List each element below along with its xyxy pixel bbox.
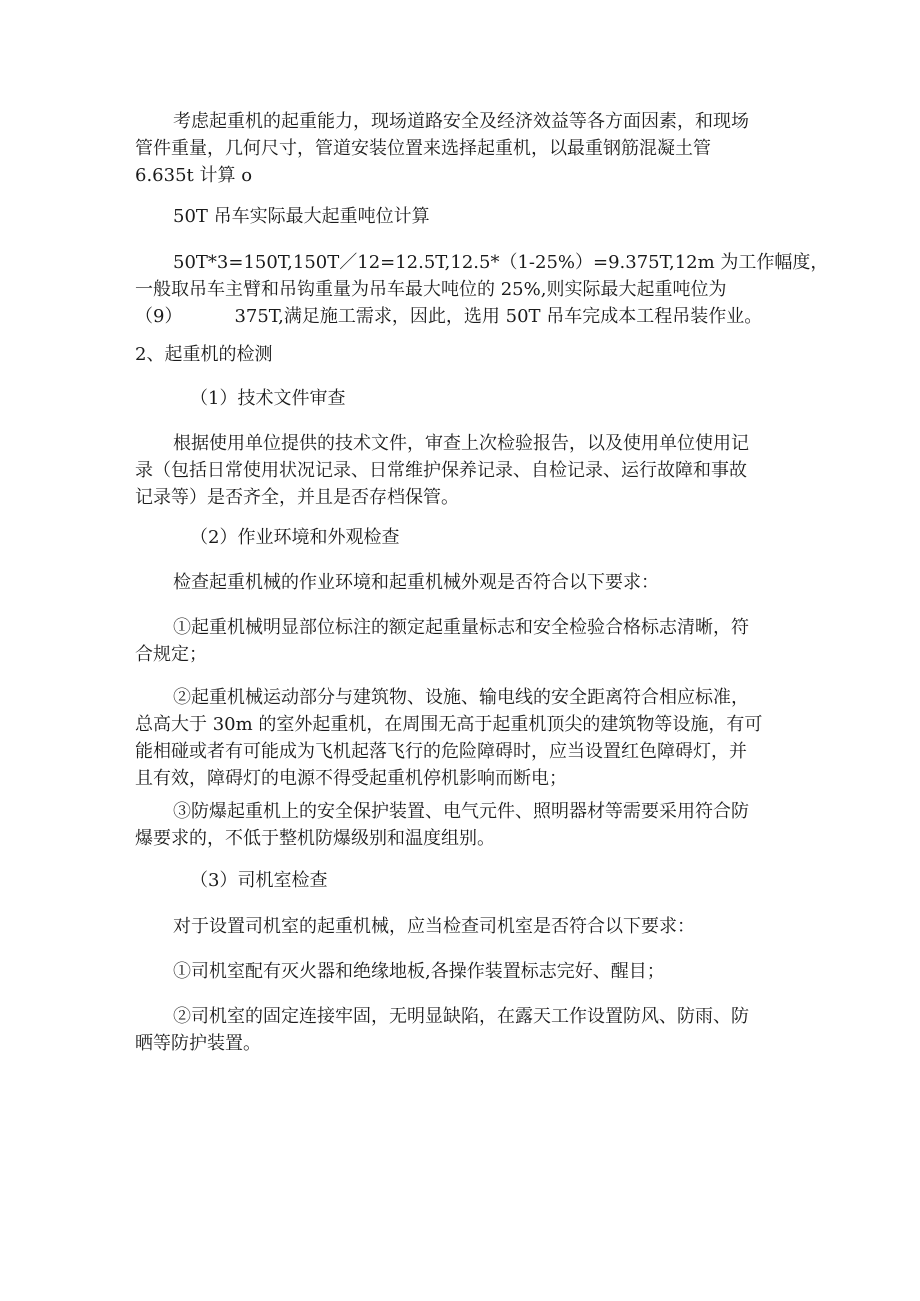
paragraph-calculation (135, 249, 829, 330)
subsection-heading (135, 867, 785, 894)
text-line: （3）司机室检查 (190, 870, 328, 891)
text-line: 50T 吊车实际最大起重吨位计算 (173, 206, 430, 227)
list-item (135, 798, 785, 852)
list-item (135, 684, 785, 792)
text-line: 6.635t 计算 o (135, 165, 253, 186)
text-line: 根据使用单位提供的技术文件，审查上次检验报告，以及使用单位使用记 (173, 433, 749, 454)
text-line (135, 303, 785, 330)
text-line: 考虑起重机的起重能力，现场道路安全及经济效益等各方面因素，和现场 (173, 111, 749, 132)
subsection-heading (135, 385, 785, 412)
text-line: 能相碰或者有可能成为飞机起落飞行的危险障碍时，应当设置红色障碍灯，并 (135, 741, 747, 762)
text-fragment: （9） (135, 306, 183, 327)
text-line: ③防爆起重机上的安全保护装置、电气元件、照明器材等需要采用符合防 (173, 801, 749, 822)
text-line: 晒等防护装置。 (135, 1033, 261, 1054)
text-line: 对于设置司机室的起重机械，应当检查司机室是否符合以下要求： (173, 916, 695, 937)
text-line: 合规定； (135, 644, 207, 665)
text-line: 记录等）是否齐全，并且是否存档保管。 (135, 487, 459, 508)
paragraph-technical-docs (135, 430, 785, 511)
text-line: ①起重机械明显部位标注的额定起重量标志和安全检验合格标志清晰，符 (173, 617, 749, 638)
text-line: 录（包括日常使用状况记录、日常维护保养记录、自检记录、运行故障和事故 (135, 460, 747, 481)
list-item (135, 958, 785, 985)
text-line: （2）作业环境和外观检查 (190, 527, 400, 548)
list-item (135, 1003, 785, 1057)
paragraph-env-check (135, 569, 785, 596)
list-item (135, 614, 785, 668)
subsection-heading (135, 524, 785, 551)
text-line: 总高大于 30m 的室外起重机，在周围无高于起重机顶尖的建筑物等设施，有可 (135, 714, 763, 735)
text-line: 2、起重机的检测 (135, 344, 273, 365)
section-heading (135, 341, 785, 368)
text-line: 一般取吊车主臂和吊钩重量为吊车最大吨位的 25%,则实际最大起重吨位为 (135, 279, 727, 300)
text-fragment: 375T,满足施工需求，因此，选用 50T 吊车完成本工程吊装作业。 (234, 306, 763, 327)
paragraph-calc-title (135, 203, 785, 230)
paragraph-crane-selection (135, 108, 785, 189)
text-line: ②司机室的固定连接牢固，无明显缺陷，在露天工作设置防风、防雨、防 (173, 1006, 749, 1027)
paragraph-cab-check (135, 913, 785, 940)
text-line: ①司机室配有灭火器和绝缘地板,各操作装置标志完好、醒目； (173, 961, 665, 982)
text-line: 且有效，障碍灯的电源不得受起重机停机影响而断电； (135, 768, 567, 789)
text-line: 爆要求的，不低于整机防爆级别和温度组别。 (135, 828, 495, 849)
text-line: （1）技术文件审查 (190, 388, 346, 409)
text-line: 管件重量，几何尺寸，管道安装位置来选择起重机，以最重钢筋混凝土管 (135, 138, 711, 159)
text-line: 50T*3=150T,150T／12=12.5T,12.5*（1-25%）=9.375T,12m 为工作幅度， (173, 252, 829, 273)
text-line: 检查起重机械的作业环境和起重机械外观是否符合以下要求： (173, 572, 659, 593)
text-line: ②起重机械运动部分与建筑物、设施、输电线的安全距离符合相应标准， (173, 687, 749, 708)
